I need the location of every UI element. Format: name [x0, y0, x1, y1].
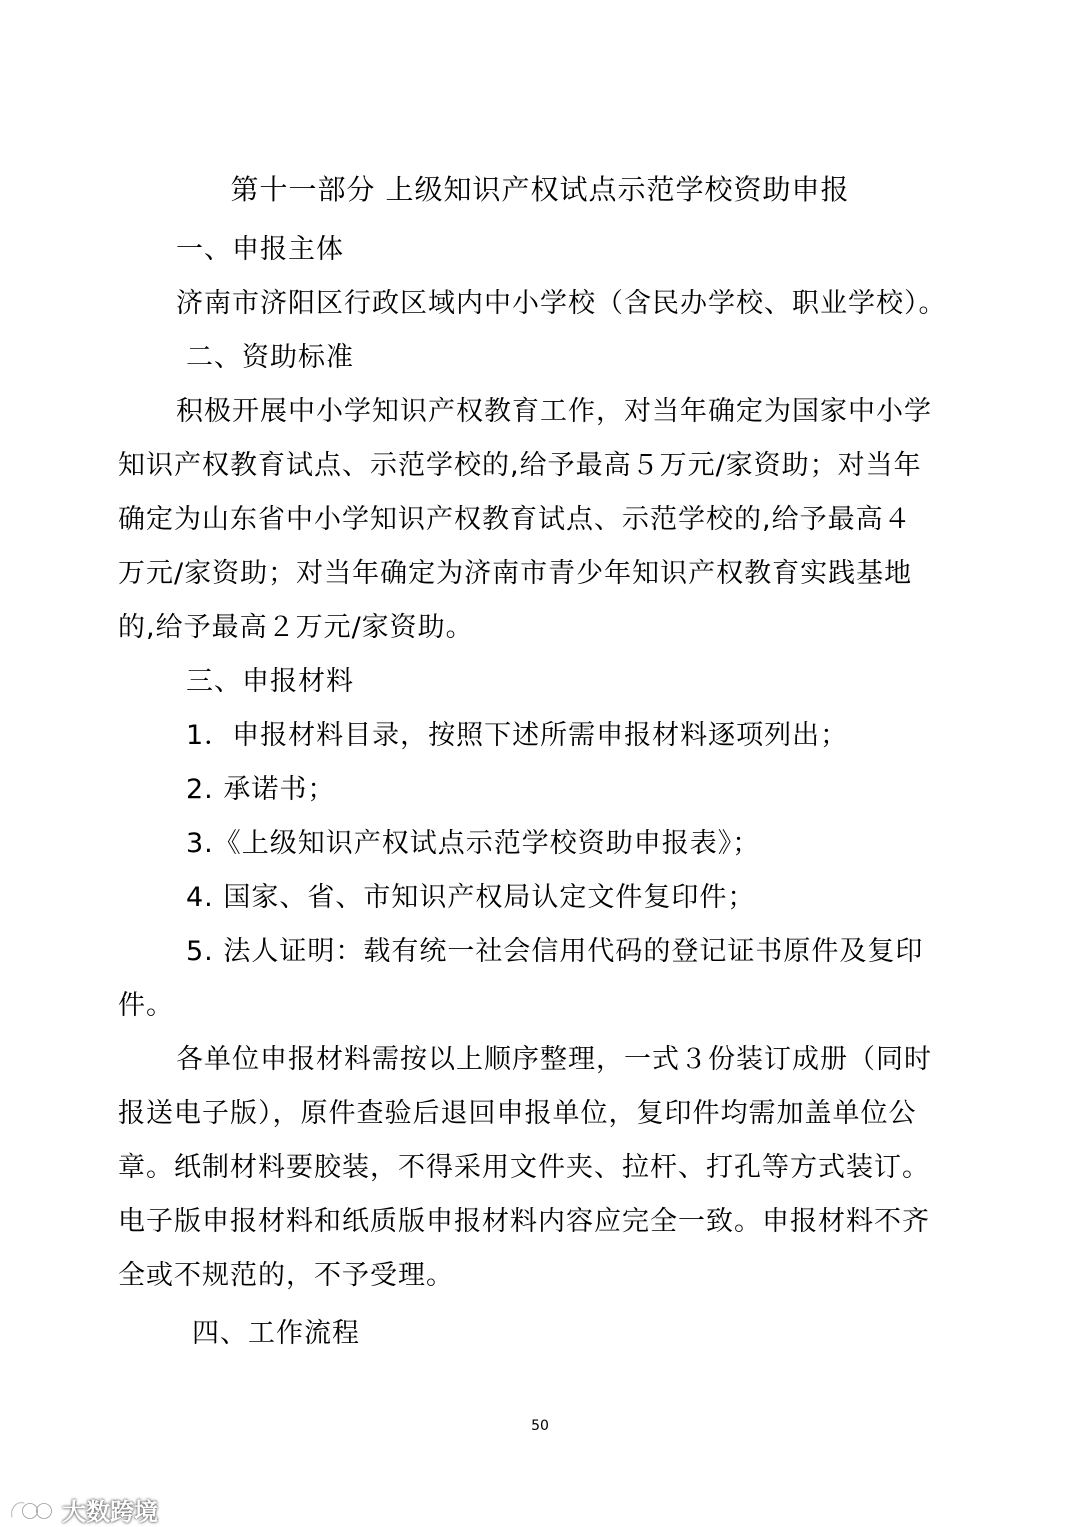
material-item-3: 3.《上级知识产权试点示范学校资助申报表》；	[186, 828, 761, 859]
paragraph-requirements-line-2: 报送电子版），原件查验后退回申报单位，复印件均需加盖单位公	[118, 1098, 917, 1129]
material-item-2: 2. 承诺书；	[186, 774, 336, 805]
heading-workflow: 四、工作流程	[192, 1318, 360, 1349]
watermark-text: 大数跨境	[62, 1498, 158, 1526]
paragraph-standard-line-2: 知识产权教育试点、示范学校的,给予最高５万元/家资助；对当年	[118, 450, 922, 481]
page-number: 50	[531, 1418, 549, 1434]
paragraph-requirements-line-4: 电子版申报材料和纸质版申报材料内容应完全一致。申报材料不齐	[118, 1206, 930, 1237]
paragraph-standard-line-1: 积极开展中小学知识产权教育工作，对当年确定为国家中小学	[176, 396, 932, 427]
paragraph-applicant: 济南市济阳区行政区域内中小学校（含民办学校、职业学校）。	[176, 288, 947, 319]
material-item-4: 4. 国家、省、市知识产权局认定文件复印件；	[186, 882, 756, 913]
material-item-1: 1．申报材料目录，按照下述所需申报材料逐项列出；	[186, 720, 849, 751]
paragraph-standard-line-4: 万元/家资助；对当年确定为济南市青少年知识产权教育实践基地	[118, 558, 913, 589]
material-item-5-line-1: 5. 法人证明：载有统一社会信用代码的登记证书原件及复印	[186, 936, 924, 967]
paragraph-requirements-line-5: 全或不规范的，不予受理。	[118, 1260, 454, 1291]
paragraph-standard-line-5: 的,给予最高２万元/家资助。	[118, 612, 474, 643]
paragraph-standard-line-3: 确定为山东省中小学知识产权教育试点、示范学校的,给予最高４	[118, 504, 912, 535]
section-title: 第十一部分 上级知识产权试点示范学校资助申报	[230, 173, 850, 206]
paragraph-requirements-line-3: 章。纸制材料要胶装，不得采用文件夹、拉杆、打孔等方式装订。	[118, 1152, 930, 1183]
material-item-5-line-2: 件。	[118, 990, 174, 1021]
watermark	[8, 1492, 158, 1527]
watermark-logo-icon	[8, 1497, 56, 1523]
paragraph-requirements-line-1: 各单位申报材料需按以上顺序整理，一式３份装订成册（同时	[176, 1044, 932, 1075]
heading-standard: 二、资助标准	[186, 342, 354, 373]
heading-materials: 三、申报材料	[186, 666, 354, 697]
heading-applicant: 一、申报主体	[176, 234, 344, 265]
